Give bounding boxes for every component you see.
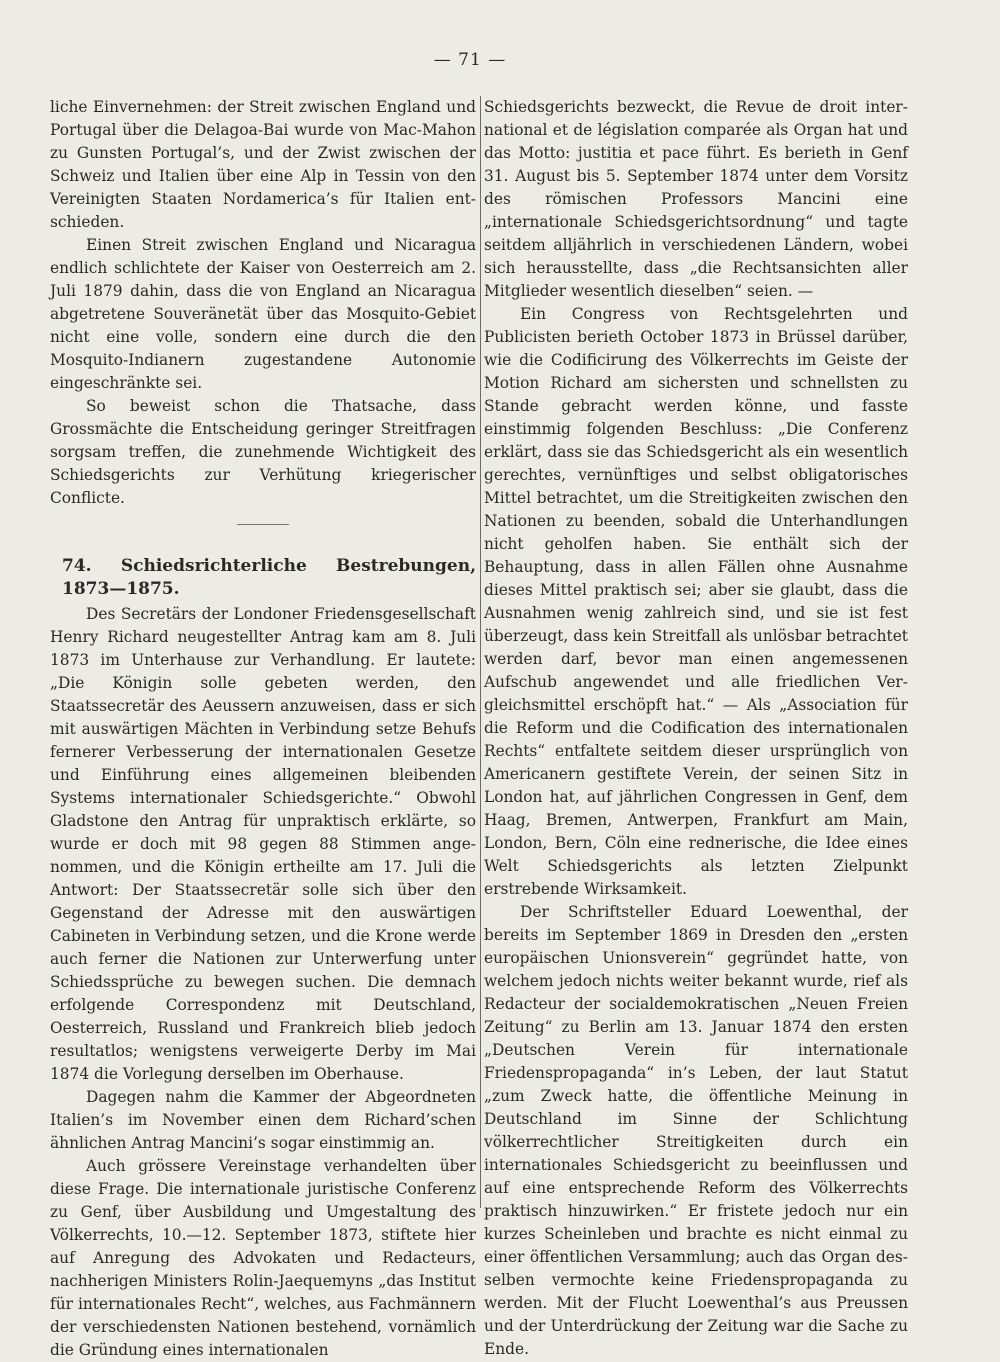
paragraph: Dagegen nahm die Kammer der Abgeordneten Italien’s im November einen dem Richard’schen ähnlichen Antrag Mancini’s sogar einstimmig an. <box>50 1088 476 1152</box>
paragraph: Schiedsgerichts bezweckt, die Revue de droit international et de législation comparée als Organ hat und das Motto: justitia et pace führt. Es berieth in Genf 31. August bis 5. September 1874 unter dem Vorsitz des römischen Professors Mancini eine „internationale Schiedsgerichtsordnung“ und tagte seitdem alljährlich in verschiedenen Ländern, wobei sich herausstellte, dass „die Rechtsansichten aller Mitglieder wesentlich dieselben“ seien. — <box>484 98 908 300</box>
right-column <box>484 96 908 1361</box>
paragraph: So beweist schon die Thatsache, dass Grossmächte die Entscheidung geringer Streitfragen sorgsam treffen, die zunehmende Wichtigkeit des Schiedsgerichts zur Verhütung kriegerischer Conflicte. <box>50 397 476 507</box>
left-column <box>50 96 476 1362</box>
paragraph: Ein Congress von Rechtsgelehrten und Publicisten berieth October 1873 in Brüssel darüber, wie die Codificirung des Völkerrechts im Geiste der Motion Richard am sichersten und schnellsten zu Stande gebracht werden könne, und fasste einstimmig folgenden Beschluss: „Die Conferenz erklärt, dass sie das Schiedsgericht als ein wesentlich gerechtes, vernünftiges und selbst obligatorisches Mittel betrachtet, um die Streitigkeiten zwischen den Nationen zu beenden, sobald die Unterhandlungen nicht geholfen haben. Sie enthält sich der Behauptung, dass in allen Fällen ohne Ausnahme dieses Mittel praktisch sei; aber sie glaubt, dass die Ausnahmen wenig zahlreich sind, und sie ist fest überzeugt, dass kein Streitfall als unlösbar betrachtet werden darf, bevor man einen angemessenen Aufschub angewendet und alle friedlichen Vergleichsmittel erschöpft hat.“ — Als „Association für die Reform und die Codification des internationalen Rechts“ entfaltete seitdem dieser ursprünglich von Americanern gestiftete Verein, der seinen Sitz in London hat, auf jährlichen Congressen in Genf, dem Haag, Bremen, Antwerpen, Frankfurt am Main, London, Bern, Cöln eine rednerische, die Idee eines Welt Schiedsgerichts als letzten Zielpunkt erstrebende Wirksamkeit. <box>484 305 908 898</box>
section-heading: 74. Schiedsrichterliche Bestrebungen, 1873—1875. <box>62 556 476 599</box>
paragraph: Des Secretärs der Londoner Friedensgesellschaft Henry Richard neugestellter Antrag kam am 8. Juli 1873 im Unterhause zur Verhandlung. Er lautete: „Die Königin solle gebeten werden, den Staatssecretär des Aeussern anzuweisen, dass er sich mit auswärtigen Mächten in Verbindung setze Behufs fernerer Verbesserung der internationalen Gesetze und Einführung eines allgemeinen bleibenden Systems internationaler Schiedsgerichte.“ Obwohl Gladstone den Antrag für unpraktisch erklärte, so wurde er doch mit 98 gegen 88 Stimmen angenommen, und die Königin ertheilte am 17. Juli die Antwort: Der Staatssecretär solle sich über den Gegenstand der Adresse mit den auswärtigen Cabineten in Verbindung setzen, und die Krone werde auch ferner die Nationen zur Unterwerfung unter Schiedssprüche zu bewegen suchen. Die demnach erfolgende Correspondenz mit Deutschland, Oesterreich, Russland und Frankreich blieb jedoch resultatlos; wenigstens verweigerte Derby im Mai 1874 die Vorlegung derselben im Oberhause. <box>50 605 476 1083</box>
section-rule <box>237 524 289 525</box>
paragraph: liche Einvernehmen: der Streit zwischen England und Portugal über die Delagoa-Bai wurde von Mac-Mahon zu Gunsten Portugal’s, und der Zwist zwischen der Schweiz und Italien über eine Alp in Tessin von den Vereinigten Staaten Nordamerica’s für Italien entschieden. <box>50 98 476 231</box>
paragraph: Einen Streit zwischen England und Nicaragua endlich schlichtete der Kaiser von Oesterreich am 2. Juli 1879 dahin, dass die von England an Nicaragua abgetretene Souveränetät über das Mosquito-Gebiet nicht eine volle, sondern eine durch die den Mosquito-Indianern zugestandene Autonomie eingeschränkte sei. <box>50 236 476 392</box>
column-divider <box>480 96 481 1208</box>
paragraph: Auch grössere Vereinstage verhandelten über diese Frage. Die internationale juristische Conferenz zu Genf, über Ausbildung und Umgestaltung des Völkerrechts, 10.—12. September 1873, stiftete hier auf Anregung des Advokaten und Redacteurs, nachherigen Ministers Rolin-Jaequemyns „das Institut für internationales Recht“, welches, aus Fachmännern der verschiedensten Nationen bestehend, vornämlich die Gründung eines internationalen <box>50 1157 476 1359</box>
paragraph: Der Schriftsteller Eduard Loewenthal, der bereits im September 1869 in Dresden den „ersten europäischen Unionsverein“ gegründet hatte, von welchem jedoch nichts weiter bekannt wurde, rief als Redacteur der socialdemokratischen „Neuen Freien Zeitung“ zu Berlin am 13. Januar 1874 den ersten „Deutschen Verein für internationale Friedenspropaganda“ in’s Leben, der laut Statut „zum Zweck hatte, die öffentliche Meinung in Deutschland im Sinne der Schlichtung völkerrechtlicher Streitigkeiten durch ein internationales Schiedsgericht zu beeinflussen und auf eine entsprechende Reform des Völkerrechts praktisch hinzuwirken.“ Er fristete jedoch nur ein kurzes Scheinleben und brachte es nicht einmal zu einer öffentlichen Versammlung; auch das Organ desselben vermochte keine Friedenspropaganda zu werden. Mit der Flucht Loewenthal’s aus Preussen und der Unterdrückung der Zeitung war die Sache zu Ende. <box>484 903 908 1358</box>
page-number: — 71 — <box>433 50 507 70</box>
